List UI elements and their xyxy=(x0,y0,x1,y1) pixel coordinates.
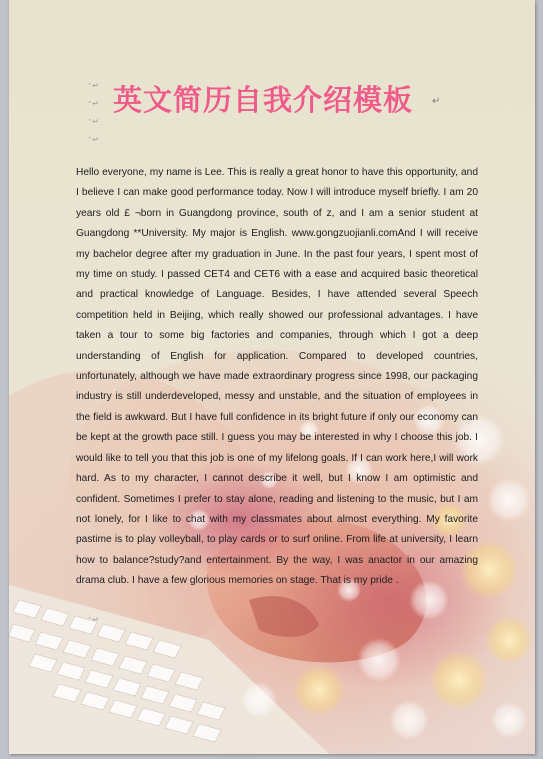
document-page xyxy=(9,0,535,754)
paragraph-marks: ·↵ ·↵ ·↵ ·↵ xyxy=(87,80,98,144)
end-paragraph-mark: ·↵ xyxy=(87,614,98,624)
paragraph-mark: ↵ xyxy=(432,96,441,107)
document-title: 英文简历自我介绍模板 xyxy=(113,83,414,117)
body-paragraph: Hello everyone, my name is Lee. This is really a great honor to have this opportunity, and I believe I can make good performance today. Now I will introduce myself briefly. I am 20 years old £ ¬born in Guangdong province, south of z, and I am a senior student at Guangdong **University. My major is English. www.gongzuojianli.comAnd I will receive my bachelor degree after my graduation in June. In the past four years, I spent most of my time on study. I passed CET4 and CET6 with a ease and acquired basic theoretical and practical knowledge of Language. Besides, I have attended several Speech competition held in Beijing, which really showed our professional advantages. I have taken a tour to some big factories and companies, through which I got a deep understanding of English for application. Compared to developed countries, unfortunately, although we have made extraordinary progress since 1998, our packaging industry is still underdeveloped, messy and unstable, and the situation of employees in the field is awkward. But I have full confidence in its bright future if only our economy can be kept at the growth pace still. I guess you may be interested in why I choose this job. I would like to tell you that this job is one of my lifelong goals. If I can work here,I will work hard. As to my character, I cannot describe it well, but I know I am optimistic and confident. Sometimes I prefer to stay alone, reading and listening to the music, but I am not lonely, for I like to chat with my classmates about almost everything. My favorite pastime is to play volleyball, to play cards or to surf online. From life at university, I learn how to balance?study?and entertainment. By the way, I was anactor in our amazing drama club. I have a few glorious memories on stage. That is my pride . xyxy=(76,167,478,587)
